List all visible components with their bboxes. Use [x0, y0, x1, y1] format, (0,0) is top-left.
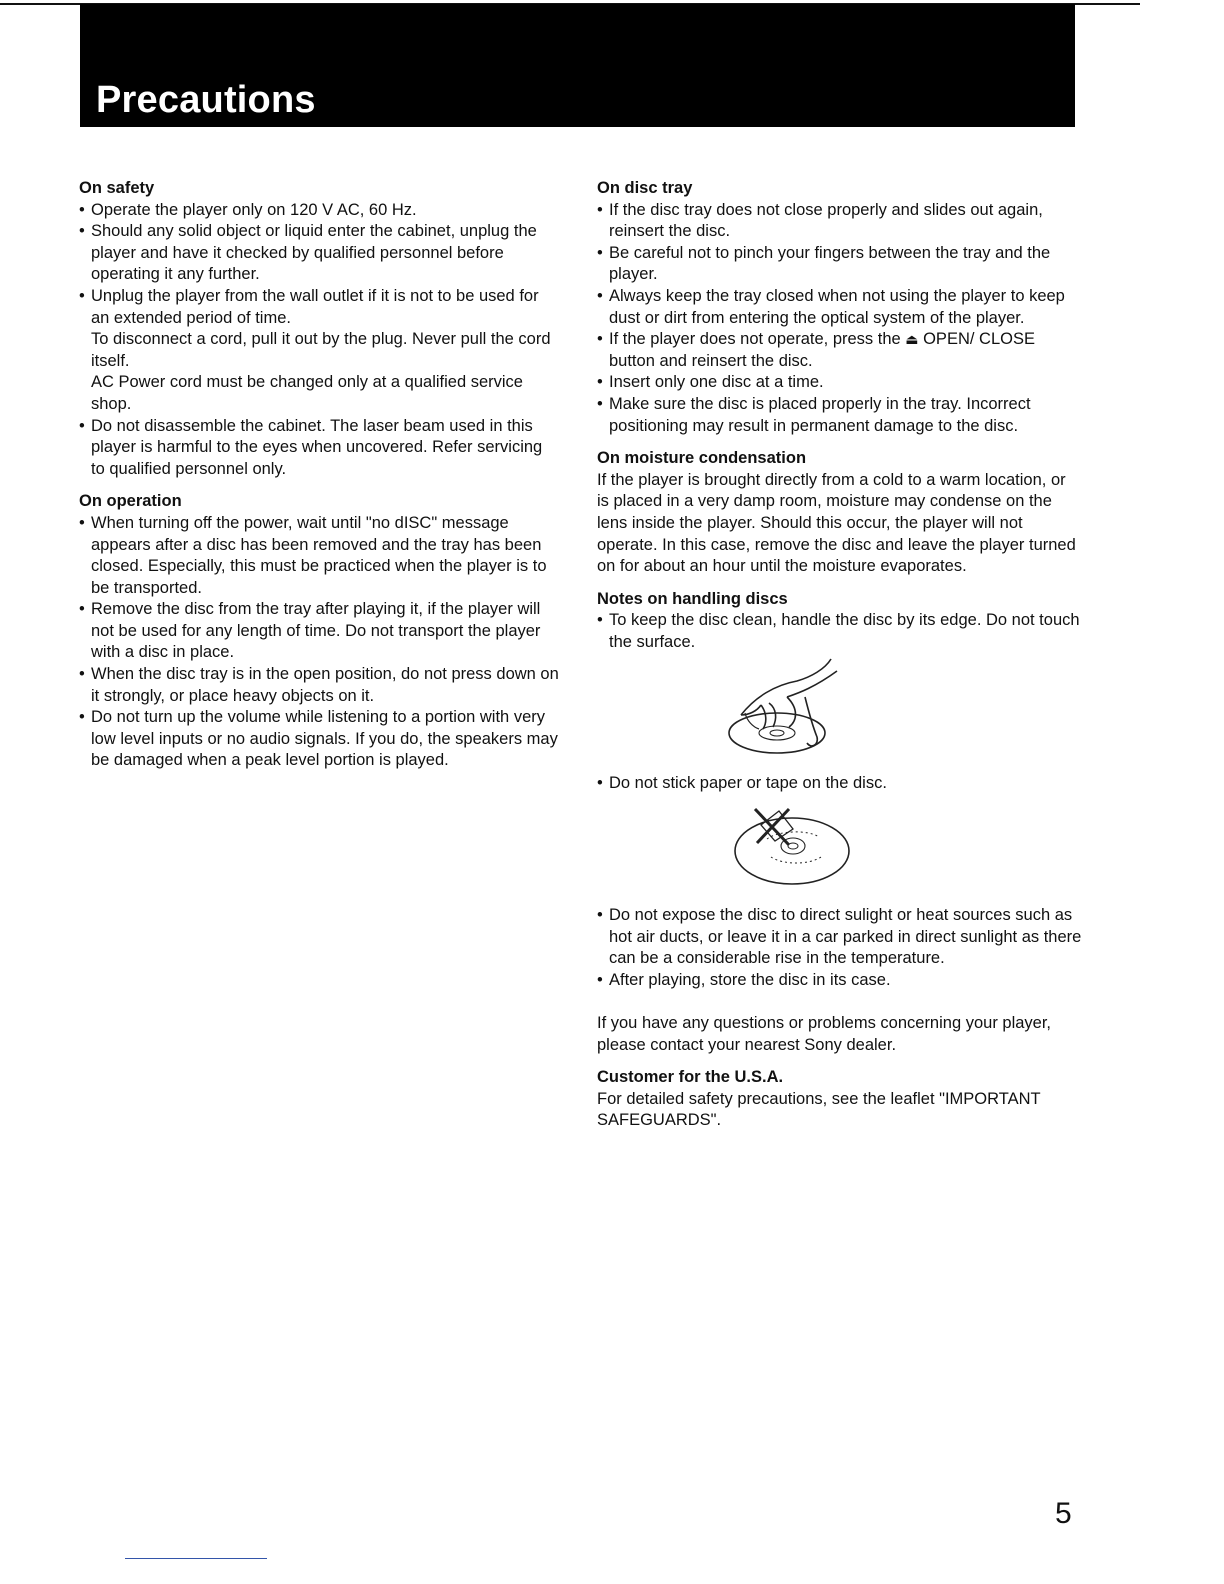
list-item: • Do not turn up the volume while listening to a portion with very low level inputs or no audio signals. If you do, the speakers may be damaged when a peak level portion is played.: [79, 707, 559, 772]
list-item-note: To disconnect a cord, pull it out by the plug. Never pull the cord itself.: [91, 330, 551, 370]
list-item: • Make sure the disc is placed properly in the tray. Incorrect positioning may result in permanent damage to the disc.: [597, 394, 1082, 437]
section-contact: [597, 1013, 1082, 1056]
section-on-safety: [79, 178, 559, 480]
list-item: • Always keep the tray closed when not using the player to keep dust or dirt from entering the optical system of the player.: [597, 286, 1082, 329]
operation-list: [79, 513, 559, 772]
list-item: [79, 286, 559, 416]
list-item-text: OPEN/ CLOSE button and reinsert the disc.: [609, 330, 1035, 370]
hand-holding-disc-illustration: [597, 653, 1082, 773]
right-column: [597, 178, 1082, 1143]
spacer: [597, 991, 1082, 1013]
bottom-rule: [125, 1558, 267, 1559]
list-item-text: If the player does not operate, press the: [609, 330, 906, 349]
list-item: [597, 329, 1082, 372]
list-item-note: AC Power cord must be changed only at a qualified service shop.: [91, 373, 523, 413]
list-item: • Insert only one disc at a time.: [597, 372, 1082, 394]
page-title: Precautions: [96, 79, 316, 121]
list-item: • Be careful not to pinch your fingers between the tray and the player.: [597, 243, 1082, 286]
section-heading: On safety: [79, 179, 155, 197]
list-item: • Do not disassemble the cabinet. The laser beam used in this player is harmful to the eyes when uncovered. Refer servicing to qualified personnel only.: [79, 416, 559, 481]
list-item: • Do not expose the disc to direct sulight or heat sources such as hot air ducts, or leave it in a car parked in direct sunlight as there can be a considerable rise in the temperature.: [597, 905, 1082, 970]
section-handling: [597, 589, 1082, 992]
left-column: [79, 178, 559, 783]
section-on-disc-tray: [597, 178, 1082, 437]
section-heading: Notes on handling discs: [597, 589, 788, 608]
handling-list: [597, 905, 1082, 991]
list-item-text: Unplug the player from the wall outlet if it is not to be used for an extended period of time.: [91, 286, 539, 327]
handling-list: [597, 610, 1082, 653]
list-item: • Should any solid object or liquid enter the cabinet, unplug the player and have it checked by qualified personnel before operating it any further.: [79, 221, 559, 286]
list-item: • When the disc tray is in the open position, do not press down on it strongly, or place heavy objects on it.: [79, 664, 559, 707]
contact-text: If you have any questions or problems concerning your player, please contact your nearest Sony dealer.: [597, 1014, 1052, 1054]
list-item: • When turning off the power, wait until "no dISC" message appears after a disc has been removed and the tray has been closed. Especially, this must be practiced when the player is to be transported.: [79, 513, 559, 599]
list-item: • Operate the player only on 120 V AC, 60 Hz.: [79, 200, 559, 222]
section-on-moisture: [597, 448, 1082, 578]
section-heading: On moisture condensation: [597, 449, 807, 468]
usa-text: For detailed safety precautions, see the leaflet "IMPORTANT SAFEGUARDS".: [597, 1089, 1041, 1130]
list-item: • If the disc tray does not close properly and slides out again, reinsert the disc.: [597, 200, 1082, 243]
section-heading: On operation: [79, 492, 182, 511]
list-item: • After playing, store the disc in its case.: [597, 970, 1082, 992]
no-tape-on-disc-illustration: [597, 795, 1082, 905]
section-heading: Customer for the U.S.A.: [597, 1068, 784, 1087]
list-item: • Remove the disc from the tray after playing it, if the player will not be used for any length of time. Do not transport the player with a disc in place.: [79, 599, 559, 664]
safety-list: [79, 200, 559, 481]
handling-list: [597, 773, 1082, 795]
section-on-operation: [79, 491, 559, 772]
header-bar: [80, 4, 1075, 127]
section-heading: On disc tray: [597, 179, 693, 197]
list-item: • To keep the disc clean, handle the disc by its edge. Do not touch the surface.: [597, 610, 1082, 653]
moisture-text: If the player is brought directly from a cold to a warm location, or is placed in a very damp room, moisture may condense on the lens inside the player. Should this occur, the player will not operate. In this case, remove the disc and leave the player turned on for about an hour until the moisture evaporates.: [597, 470, 1076, 576]
eject-icon: ⏏: [905, 331, 919, 348]
section-usa: [597, 1067, 1082, 1132]
list-item: • Do not stick paper or tape on the disc.: [597, 773, 1082, 795]
page-number: 5: [1055, 1497, 1072, 1530]
disc-tray-list: [597, 200, 1082, 438]
